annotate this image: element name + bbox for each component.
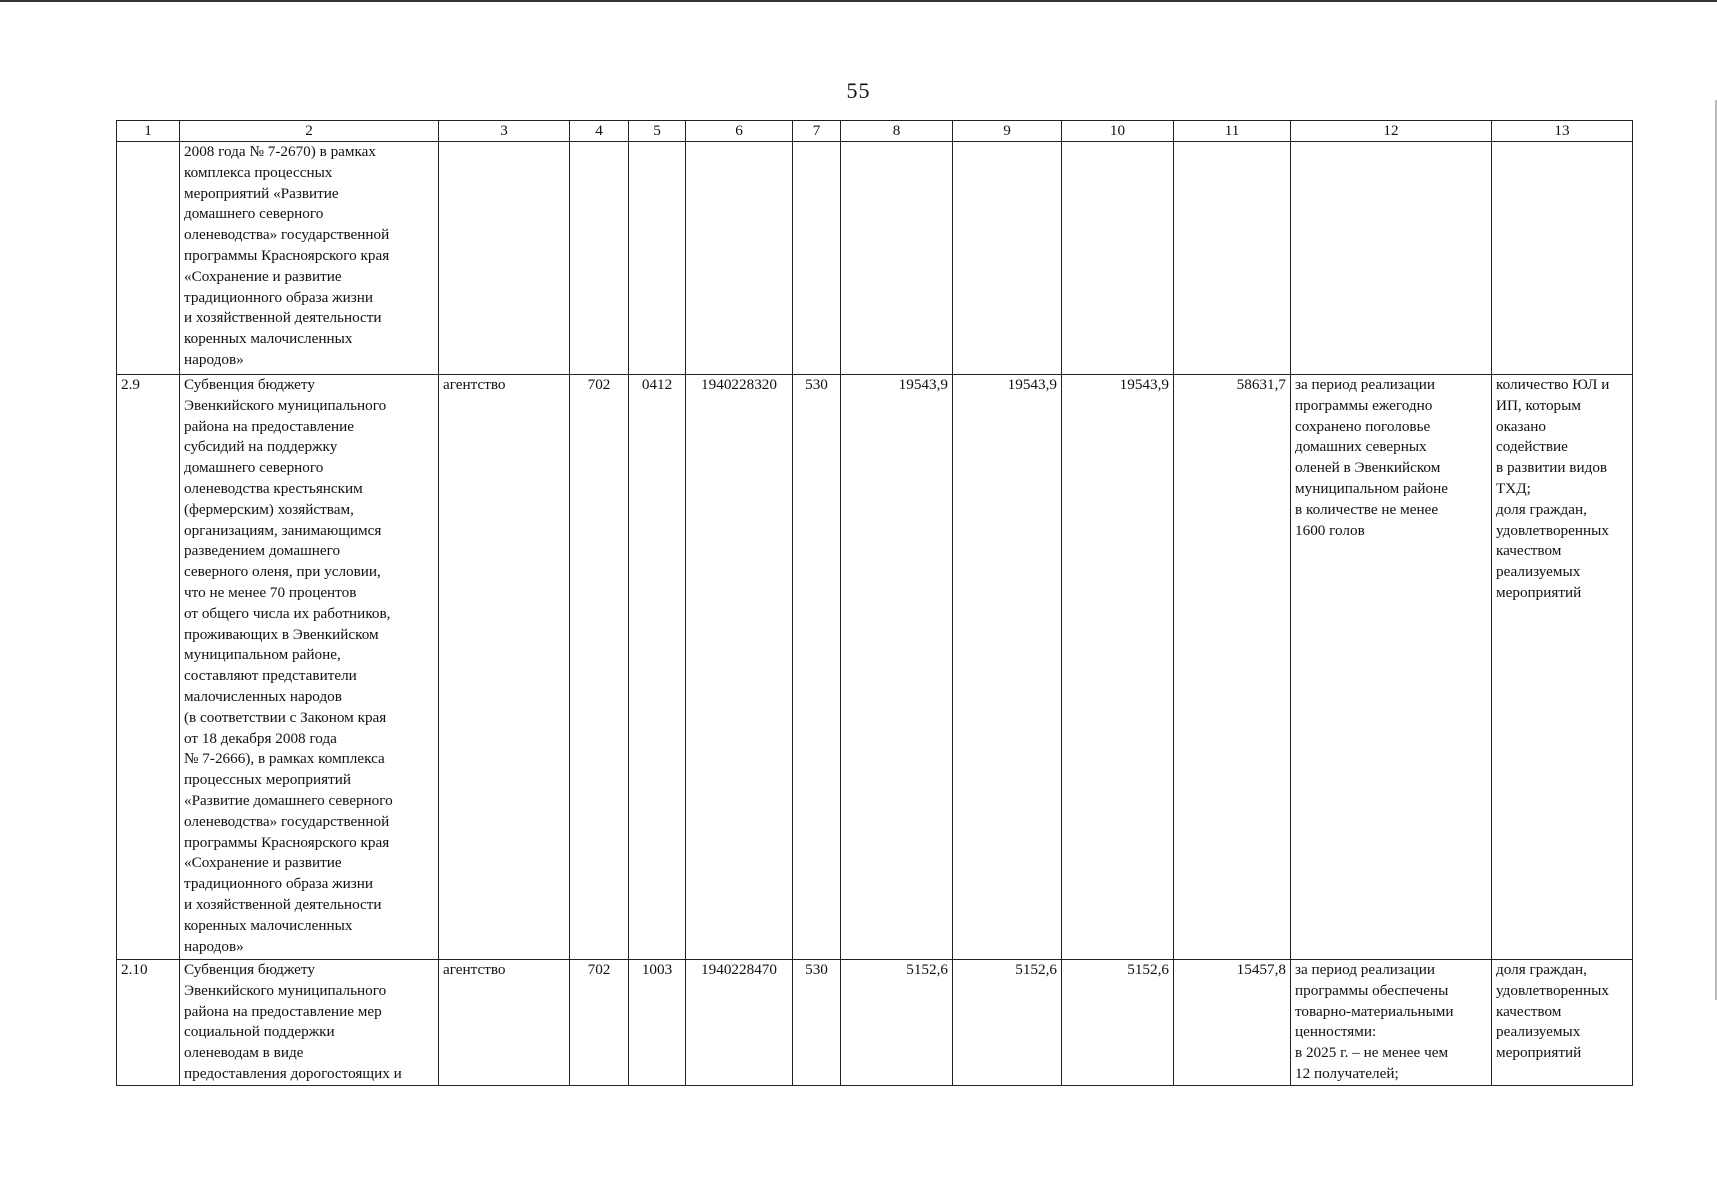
- cell-c9: [953, 142, 1062, 375]
- col-header-11: 11: [1174, 121, 1291, 142]
- cell-c10: 19543,9: [1062, 375, 1174, 960]
- table-row-continuation: [117, 142, 1633, 375]
- cell-c7: 530: [793, 960, 841, 1086]
- cell-c8: [841, 142, 953, 375]
- cell-indicator: количество ЮЛ и ИП, которым оказано содействие в развитии видов ТХД; доля граждан, удовлетворенных качеством реализуемых мероприятий: [1492, 375, 1633, 960]
- cell-c9: 5152,6: [953, 960, 1062, 1086]
- cell-c6: 1940228470: [686, 960, 793, 1086]
- cell-executor: агентство: [439, 960, 570, 1086]
- col-header-3: 3: [439, 121, 570, 142]
- cell-c8: 5152,6: [841, 960, 953, 1086]
- col-header-2: 2: [180, 121, 439, 142]
- col-header-7: 7: [793, 121, 841, 142]
- page-number: 55: [846, 78, 871, 103]
- cell-c6: 1940228320: [686, 375, 793, 960]
- cell-c7: [793, 142, 841, 375]
- cell-c10: [1062, 142, 1174, 375]
- cell-c4: 702: [570, 960, 629, 1086]
- cell-c7: 530: [793, 375, 841, 960]
- cell-c11: 58631,7: [1174, 375, 1291, 960]
- cell-result: [1291, 142, 1492, 375]
- column-number-row: [117, 121, 1633, 142]
- cell-indicator: [1492, 142, 1633, 375]
- cell-result: за период реализации программы обеспечены товарно-материальными ценностями: в 2025 г. – не менее чем 12 получателей;: [1291, 960, 1492, 1086]
- cell-description: 2008 года № 7-2670) в рамках комплекса процессных мероприятий «Развитие домашнего северного оленеводства» государственной программы Красноярского края «Сохранение и развитие традиционного образа жизни и хозяйственной деятельности коренных малочисленных народов»: [180, 142, 439, 375]
- cell-result: за период реализации программы ежегодно сохранено поголовье домашних северных оленей в Эвенкийском муниципальном районе в количестве не менее 1600 голов: [1291, 375, 1492, 960]
- cell-indicator: доля граждан, удовлетворенных качеством реализуемых мероприятий: [1492, 960, 1633, 1086]
- cell-c11: 15457,8: [1174, 960, 1291, 1086]
- col-header-13: 13: [1492, 121, 1633, 142]
- cell-c6: [686, 142, 793, 375]
- cell-c8: 19543,9: [841, 375, 953, 960]
- col-header-5: 5: [629, 121, 686, 142]
- cell-description: Субвенция бюджету Эвенкийского муниципального района на предоставление субсидий на поддержку домашнего северного оленеводства крестьянским (фермерским) хозяйствам, организациям, занимающимся разведением домашнего северного оленя, при условии, что не менее 70 процентов от общего числа их работников, проживающих в Эвенкийском муниципальном районе, составляют представители малочисленных народов (в соответствии с Законом края от 18 декабря 2008 года № 7-2666), в рамках комплекса процессных мероприятий «Развитие домашнего северного оленеводства» государственной программы Красноярского края «Сохранение и развитие традиционного образа жизни и хозяйственной деятельности коренных малочисленных народов»: [180, 375, 439, 960]
- cell-c10: 5152,6: [1062, 960, 1174, 1086]
- col-header-1: 1: [117, 121, 180, 142]
- cell-c4: 702: [570, 375, 629, 960]
- top-rule: [0, 0, 1717, 2]
- cell-c5: 0412: [629, 375, 686, 960]
- col-header-8: 8: [841, 121, 953, 142]
- cell-c9: 19543,9: [953, 375, 1062, 960]
- cell-no: 2.10: [117, 960, 180, 1086]
- col-header-9: 9: [953, 121, 1062, 142]
- budget-table: [116, 120, 1633, 1086]
- cell-executor: агентство: [439, 375, 570, 960]
- cell-no: 2.9: [117, 375, 180, 960]
- cell-executor: [439, 142, 570, 375]
- col-header-12: 12: [1291, 121, 1492, 142]
- col-header-10: 10: [1062, 121, 1174, 142]
- cell-c5: [629, 142, 686, 375]
- col-header-4: 4: [570, 121, 629, 142]
- table-row: [117, 375, 1633, 960]
- cell-no: [117, 142, 180, 375]
- cell-description: Субвенция бюджету Эвенкийского муниципального района на предоставление мер социальной поддержки оленеводам в виде предоставления дорогостоящих и: [180, 960, 439, 1086]
- col-header-6: 6: [686, 121, 793, 142]
- cell-c11: [1174, 142, 1291, 375]
- table-row: [117, 960, 1633, 1086]
- cell-c5: 1003: [629, 960, 686, 1086]
- cell-c4: [570, 142, 629, 375]
